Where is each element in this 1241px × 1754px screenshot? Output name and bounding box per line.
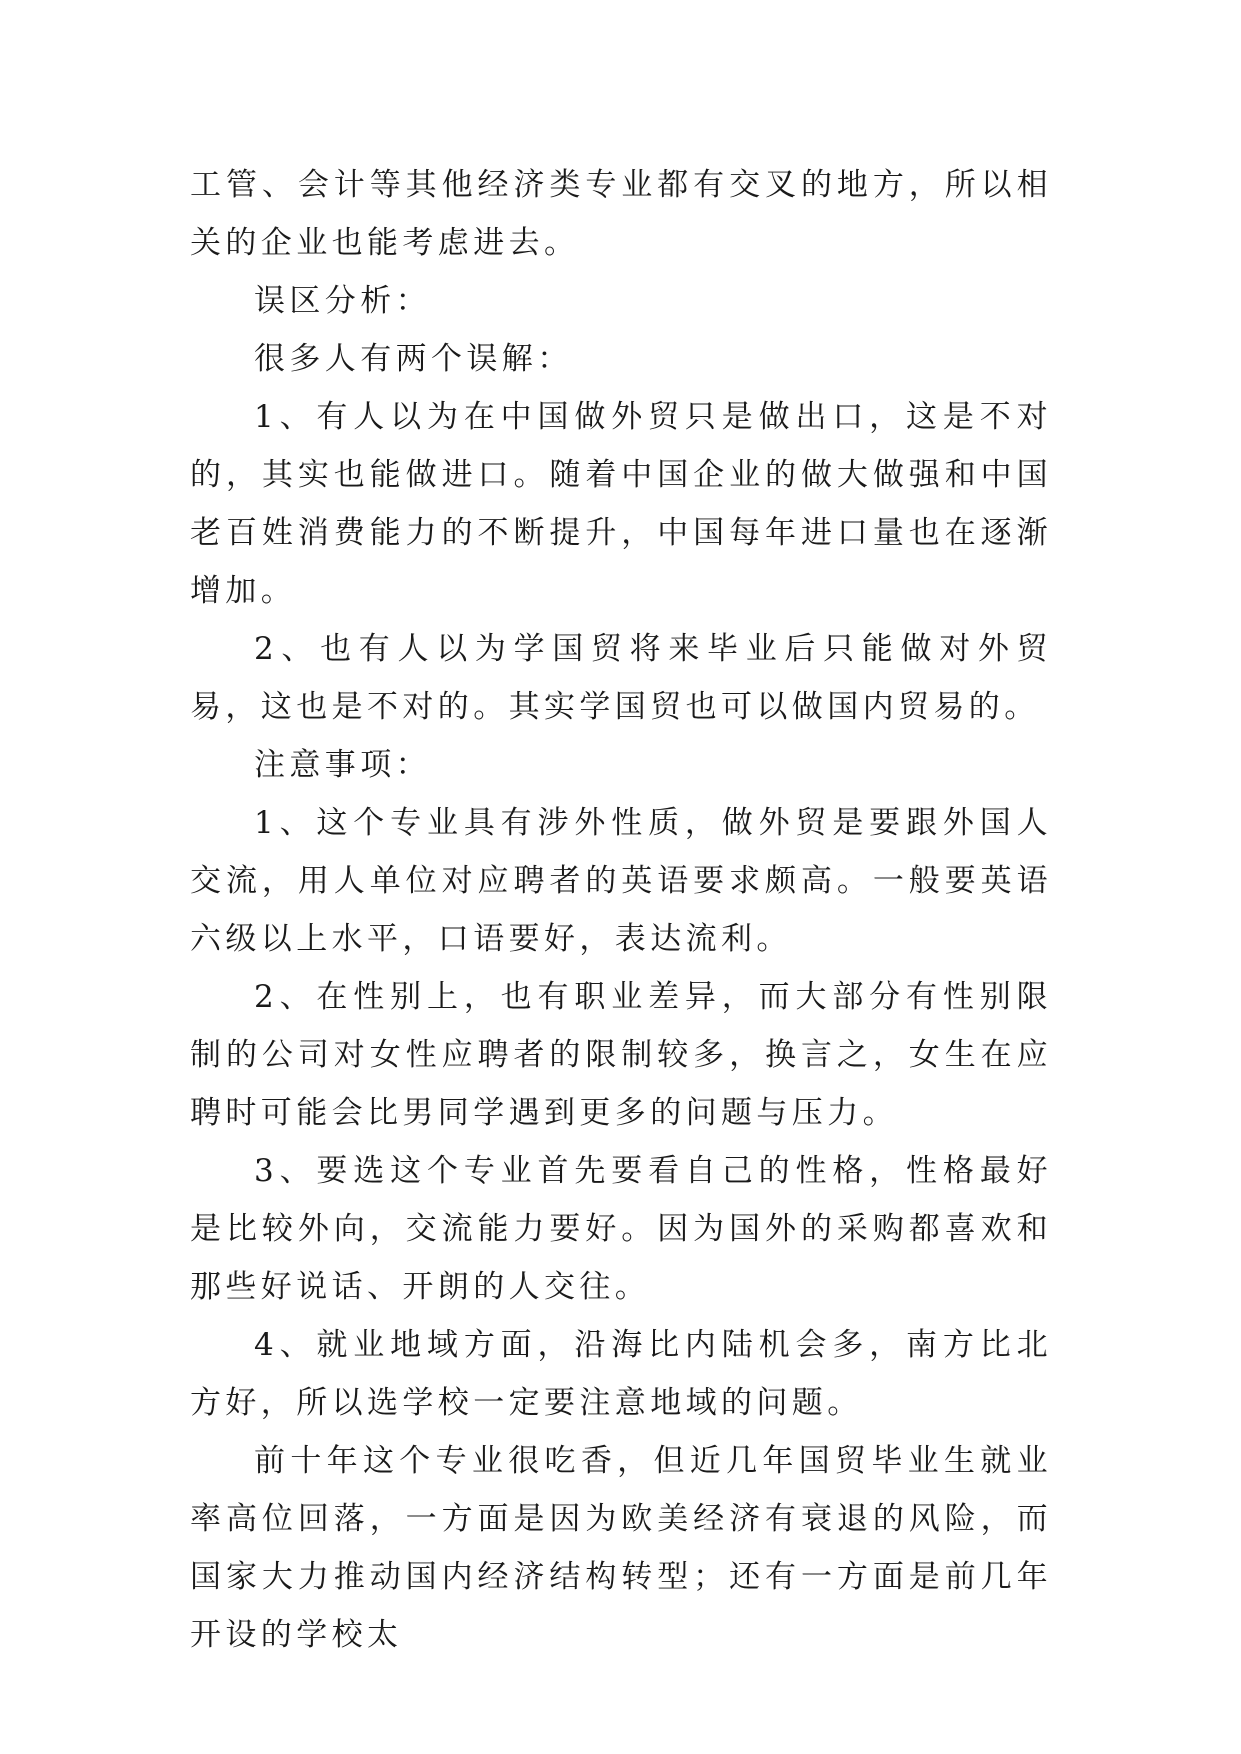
paragraph-misunderstanding-2: 2、也有人以为学国贸将来毕业后只能做对外贸易，这也是不对的。其实学国贸也可以做国内贸易的。 [190, 631, 1052, 725]
heading-notes: 注意事项： [254, 747, 431, 783]
paragraph-two-misunderstandings: 很多人有两个误解： [254, 341, 573, 377]
paragraph-note-4: 4、就业地域方面，沿海比内陆机会多，南方比北方好，所以选学校一定要注意地域的问题。 [190, 1327, 1052, 1421]
paragraph-misunderstanding-1: 1、有人以为在中国做外贸只是做出口，这是不对的，其实也能做进口。随着中国企业的做大做强和中国老百姓消费能力的不断提升，中国每年进口量也在逐渐增加。 [190, 399, 1052, 609]
heading-misconceptions: 误区分析： [254, 283, 431, 319]
document-body [190, 156, 1052, 1664]
paragraph-continuation: 工管、会计等其他经济类专业都有交叉的地方，所以相关的企业也能考虑进去。 [190, 167, 1052, 261]
paragraph-note-2: 2、在性别上，也有职业差异，而大部分有性别限制的公司对女性应聘者的限制较多，换言之，女生在应聘时可能会比男同学遇到更多的问题与压力。 [190, 979, 1052, 1131]
paragraph-note-1: 1、这个专业具有涉外性质，做外贸是要跟外国人交流，用人单位对应聘者的英语要求颇高。一般要英语六级以上水平，口语要好，表达流利。 [190, 805, 1052, 957]
paragraph-outlook: 前十年这个专业很吃香，但近几年国贸毕业生就业率高位回落，一方面是因为欧美经济有衰退的风险，而国家大力推动国内经济结构转型；还有一方面是前几年开设的学校太 [190, 1443, 1052, 1653]
paragraph-note-3: 3、要选这个专业首先要看自己的性格，性格最好是比较外向，交流能力要好。因为国外的采购都喜欢和那些好说话、开朗的人交往。 [190, 1153, 1052, 1305]
